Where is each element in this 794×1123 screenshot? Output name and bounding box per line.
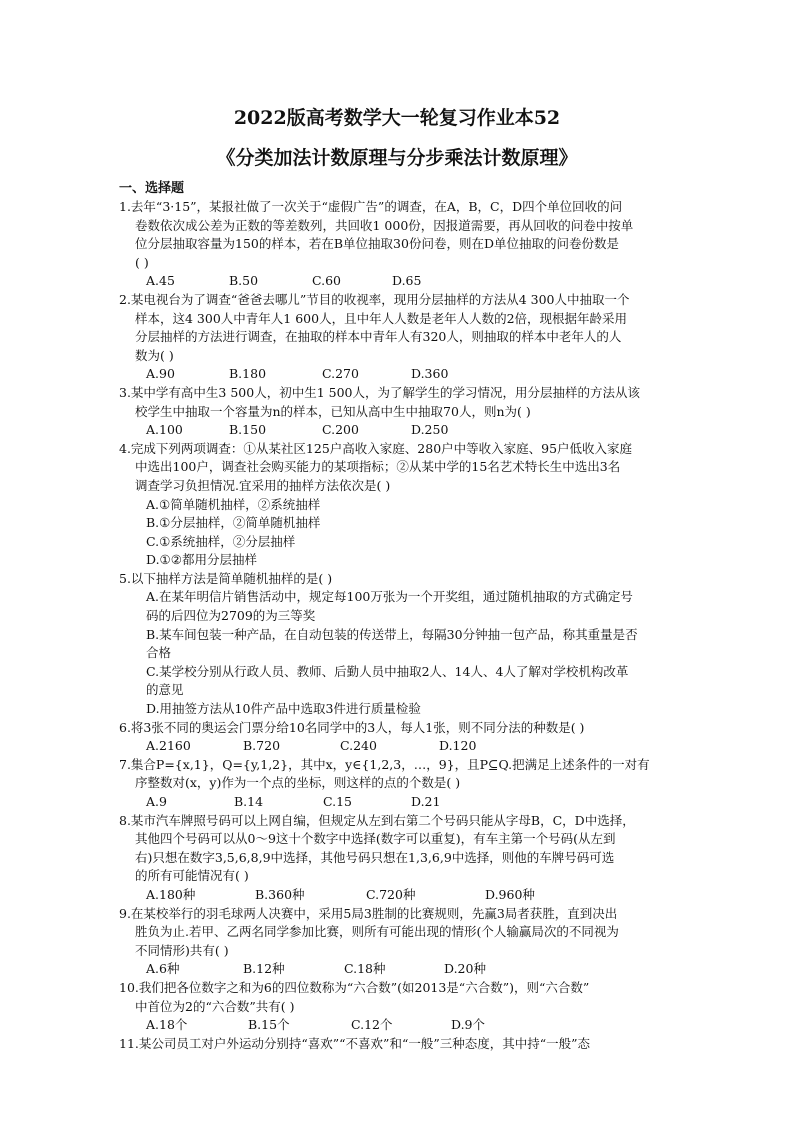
option-a: A.100 xyxy=(146,422,183,438)
question-text-line: 1.去年“3·15”，某报社做了一次关于“虚假广告”的调查，在A，B，C，D四个单位回收的问 xyxy=(119,199,623,214)
option-b: B.某车间包装一种产品，在自动包装的传送带上，每隔30分钟抽一包产品，称其重量是否 xyxy=(146,626,638,642)
page-title: 2022版高考数学大一轮复习作业本52 xyxy=(233,107,561,129)
question-10 xyxy=(119,979,701,1035)
option-b: B.180 xyxy=(229,366,267,382)
question-text-line: 5.以下抽样方法是简单随机抽样的是( ) xyxy=(119,570,333,586)
question-3 xyxy=(119,384,701,440)
question-list xyxy=(119,198,701,1053)
question-text-line: 10.我们把各位数字之和为6的四位数称为“六合数”(如2013是“六合数”)，则“六合数” xyxy=(119,979,590,995)
option-c-continued: 的意见 xyxy=(146,682,184,698)
question-text-line: 中选出100户，调查社会购买能力的某项指标；②从某中学的15名艺术特长生中选出3名 xyxy=(135,459,621,475)
question-text-line: 位分层抽取容量为150的样本，若在B单位抽取30份问卷，则在D单位抽取的问卷份数是 xyxy=(135,236,619,252)
question-text-line: 2.某电视台为了调查“爸爸去哪儿”节目的收视率，现用分层抽样的方法从4 300人中抽取一个 xyxy=(119,291,630,307)
option-b: B.12种 xyxy=(243,961,285,977)
question-text-line: 不同情形)共有( ) xyxy=(135,942,229,958)
option-a: A.180种 xyxy=(146,886,196,902)
question-7 xyxy=(119,756,701,812)
question-text-line: 数为( ) xyxy=(135,347,174,363)
option-c: C.270 xyxy=(322,366,359,382)
option-c: C.18种 xyxy=(344,961,386,977)
page-subtitle: 《分类加法计数原理与分步乘法计数原理》 xyxy=(216,147,578,169)
option-a: A.6种 xyxy=(146,961,180,977)
question-text-line: 右)只想在数字3,5,6,8,9中选择，其他号码只想在1,3,6,9中选择，则他的车牌号码可选 xyxy=(135,849,615,865)
option-d: D.①②都用分层抽样 xyxy=(146,552,257,568)
option-a: A.45 xyxy=(146,273,175,289)
option-b: B.14 xyxy=(234,794,264,809)
question-9 xyxy=(119,905,701,979)
option-c: C.60 xyxy=(312,273,341,289)
question-text-line: 校学生中抽取一个容量为n的样本，已知从高中生中抽取70人，则n为( ) xyxy=(135,403,531,419)
option-b-continued: 合格 xyxy=(146,645,172,661)
option-d: D.960种 xyxy=(485,886,535,902)
option-a: A.在某年明信片销售活动中，规定每100万张为一个开奖组，通过随机抽取的方式确定号 xyxy=(146,589,633,605)
option-d: D.21 xyxy=(411,794,441,809)
question-11 xyxy=(119,1035,701,1054)
option-c: C.12个 xyxy=(351,1017,393,1033)
question-text-line: 分层抽样的方法进行调查，在抽取的样本中青年人有320人，则抽取的样本中老年人的人 xyxy=(135,329,622,345)
option-a: A.18个 xyxy=(146,1017,188,1033)
option-d: D.20种 xyxy=(444,961,486,977)
option-a: A.①简单随机抽样，②系统抽样 xyxy=(146,496,321,512)
option-b: B.50 xyxy=(229,273,259,289)
option-d: D.9个 xyxy=(451,1017,486,1033)
option-c: C.720种 xyxy=(366,886,416,902)
option-d: D.250 xyxy=(411,422,449,438)
answer-options xyxy=(119,272,701,291)
option-c: C.240 xyxy=(340,738,377,754)
question-text-line: 3.某中学有高中生3 500人，初中生1 500人，为了解学生的学习情况，用分层抽样的方法从该 xyxy=(119,384,640,400)
question-text-line: 卷数依次成公差为正数的等差数列，共回收1 000份，因报道需要，再从回收的问卷中按单 xyxy=(135,217,634,233)
question-text-line: 8.某市汽车牌照号码可以上网自编，但规定从左到右第二个号码只能从字母B，C，D中选择， xyxy=(119,812,635,828)
question-text-line: 胜负为止.若甲、乙两名同学参加比赛，则所有可能出现的情形(个人输赢局次的不同视为 xyxy=(135,924,619,940)
question-text-line: 中首位为2的“六合数”共有( ) xyxy=(135,998,295,1014)
answer-options xyxy=(119,737,701,756)
option-d: D.65 xyxy=(392,273,422,289)
question-text-line: 的所有可能情况有( ) xyxy=(135,868,249,884)
option-b: B.150 xyxy=(229,422,267,438)
question-text-line: 6.将3张不同的奥运会门票分给10名同学中的3人，每人1张，则不同分法的种数是( ) xyxy=(119,719,585,735)
option-a: A.2160 xyxy=(146,738,191,754)
question-text-line: 样本，这4 300人中青年人1 600人，且中年人人数是老年人人数的2倍，现根据年龄采用 xyxy=(135,310,628,326)
question-6 xyxy=(119,719,701,756)
question-5 xyxy=(119,570,701,719)
option-c: C.某学校分别从行政人员、教师、后勤人员中抽取2人、14人、4人了解对学校机构改革 xyxy=(146,663,629,679)
answer-options xyxy=(119,421,701,440)
question-text-line: 其他四个号码可以从0～9这十个数字中选择(数字可以重复)，有车主第一个号码(从左到 xyxy=(135,831,616,847)
section-heading: 一、选择题 xyxy=(119,181,185,196)
answer-options xyxy=(119,886,701,905)
option-b: B.720 xyxy=(243,738,281,754)
question-8 xyxy=(119,812,701,905)
question-1 xyxy=(119,198,701,291)
question-2 xyxy=(119,291,701,384)
question-text-line: ( ) xyxy=(135,254,149,270)
question-text-line: 11.某公司员工对户外运动分别持“喜欢”“不喜欢”和“一般”三种态度，其中持“一般”态 xyxy=(119,1035,591,1051)
answer-options xyxy=(119,793,701,812)
option-b: B.360种 xyxy=(255,886,305,902)
answer-options xyxy=(119,960,701,979)
answer-options xyxy=(119,1016,701,1035)
question-text-line: 调查学习负担情况.宜采用的抽样方法依次是( ) xyxy=(135,477,391,493)
option-d: D.360 xyxy=(411,366,449,382)
option-c: C.15 xyxy=(323,794,352,809)
option-a: A.9 xyxy=(146,794,167,809)
option-b: B.15个 xyxy=(248,1017,290,1033)
question-text-line: 9.在某校举行的羽毛球两人决赛中，采用5局3胜制的比赛规则，先赢3局者获胜，直到决出 xyxy=(119,905,618,921)
option-a: A.90 xyxy=(146,366,175,382)
option-c: C.①系统抽样，②分层抽样 xyxy=(146,533,296,549)
answer-options xyxy=(119,365,701,384)
option-c: C.200 xyxy=(322,422,359,438)
question-text-line: 4.完成下列两项调查：①从某社区125户高收入家庭、280户中等收入家庭、95户低收入家庭 xyxy=(119,440,633,456)
question-4 xyxy=(119,440,701,570)
option-d: D.用抽签方法从10件产品中选取3件进行质量检验 xyxy=(146,701,421,717)
option-d: D.120 xyxy=(439,738,477,754)
question-text-line: 7.集合P={x,1}，Q={y,1,2}，其中x，y∈{1,2,3，…，9}，且P⊆Q.把满足上述条件的一对有 xyxy=(119,756,650,772)
option-a-continued: 码的后四位为2709的为三等奖 xyxy=(146,608,316,624)
option-b: B.①分层抽样，②简单随机抽样 xyxy=(146,515,321,531)
question-text-line: 序整数对(x，y)作为一个点的坐标，则这样的点的个数是( ) xyxy=(135,775,461,791)
